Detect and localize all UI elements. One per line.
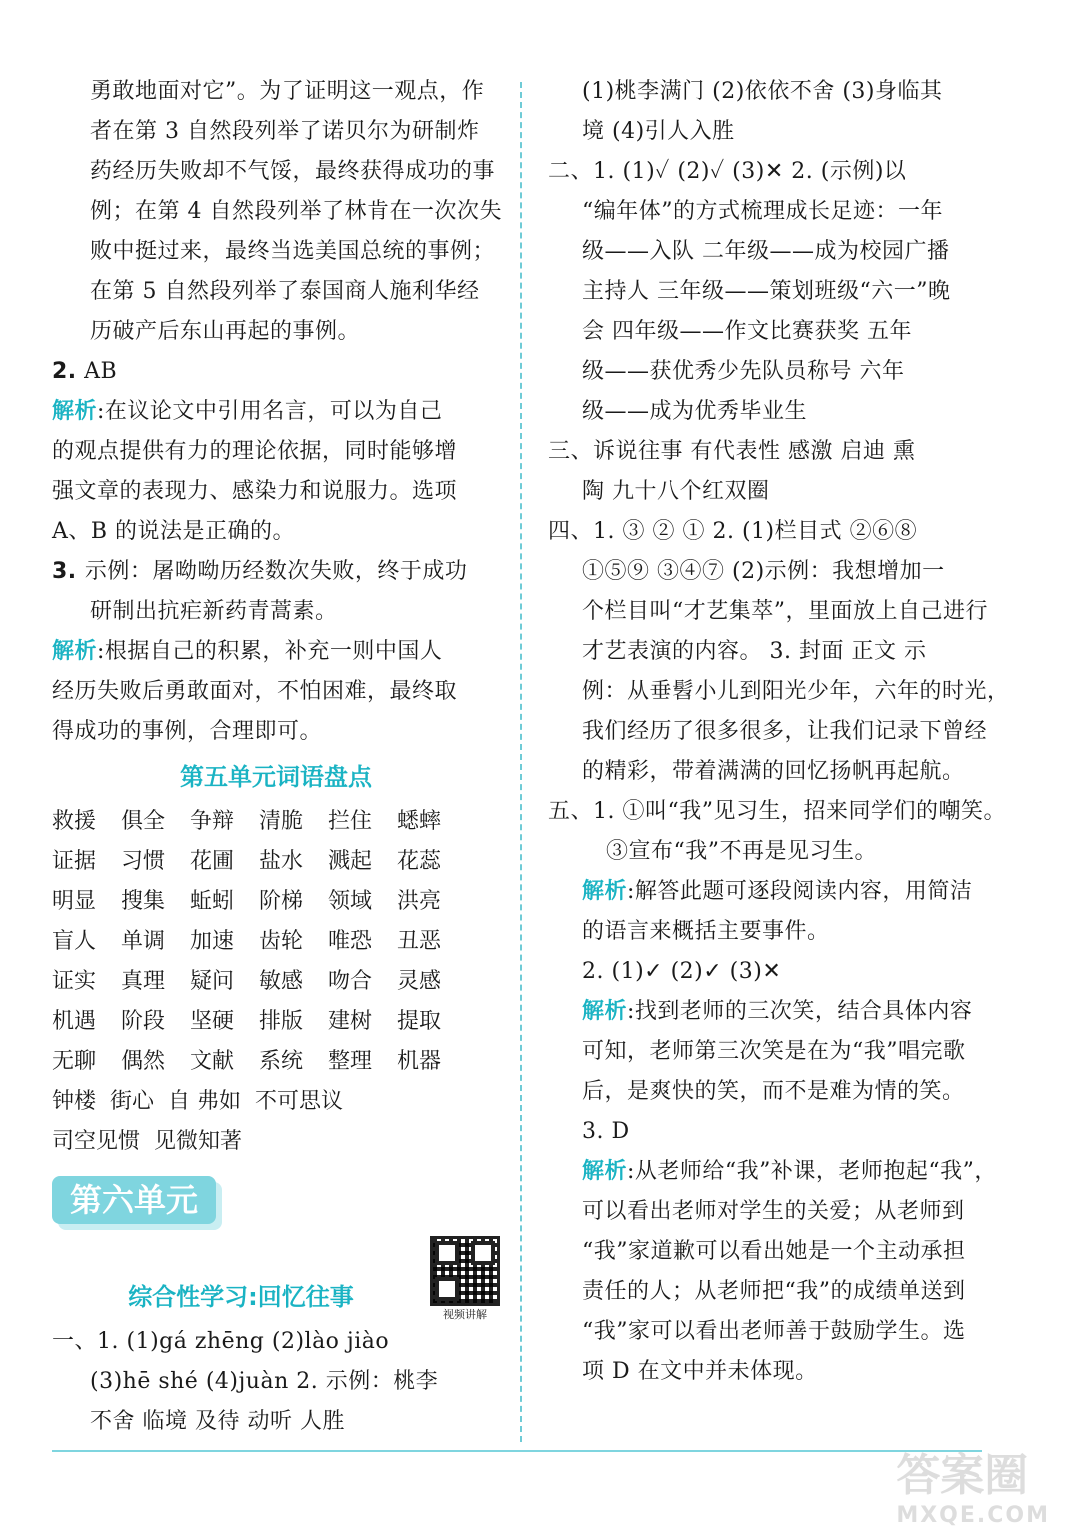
vocab-word: 系统 <box>259 1049 304 1074</box>
q3-number: 3. <box>52 559 85 584</box>
q3-answer <box>52 552 500 632</box>
vocab-word: 疑问 <box>190 969 235 994</box>
answer-line: 陶 九十八个红双圈 <box>582 479 770 504</box>
vocab-word: 唯恐 <box>328 929 373 954</box>
analysis-text: :根据自己的积累，补充一则中国人 <box>97 639 443 664</box>
vocab-word: 明显 <box>52 889 97 914</box>
q3-text: 示例：屠呦呦历经数次失败，终于成功 <box>84 559 468 584</box>
analysis-line <box>52 632 500 672</box>
vocab-word: 丑恶 <box>397 929 442 954</box>
analysis-text: 后，是爽快的笑，而不是难为情的笑。 <box>582 1079 965 1104</box>
vocab-word: 提取 <box>397 1009 442 1034</box>
text-line: 者在第 3 自然段列举了诺贝尔为研制炸 <box>90 119 480 144</box>
answer-line: 四、1. ③ ② ① 2. (1)栏目式 ②⑥⑧ <box>548 519 918 544</box>
vocab-word: 钟楼 <box>52 1089 97 1114</box>
vocab-word: 习惯 <box>121 849 166 874</box>
analysis-line <box>548 872 1000 912</box>
qr-code-icon[interactable] <box>430 1236 500 1306</box>
answer-line: 五、1. ①叫“我”见习生，招来同学们的嘲笑。 <box>548 799 1006 824</box>
answer-line: ③宣布“我”不再是见习生。 <box>606 839 877 864</box>
text-line: 败中挺过来，最终当选美国总统的事例； <box>90 239 496 264</box>
analysis-label: 解析 <box>582 1159 628 1184</box>
text-line: 历破产后东山再起的事例。 <box>90 319 361 344</box>
analysis-line <box>548 992 1000 1032</box>
analysis-text: 责任的人；从老师把“我”的成绩单送到 <box>582 1279 966 1304</box>
q5-2-answer: 2. (1)✓ (2)✓ (3)✕ <box>582 959 782 984</box>
vocab-word: 不可思议 <box>255 1089 344 1114</box>
vocab-word: 拦住 <box>328 809 373 834</box>
answer-line: (1)桃李满门 (2)依依不舍 (3)身临其 <box>582 79 943 104</box>
analysis-line <box>52 392 500 432</box>
text-line: 药经历失败却不气馁，最终获得成功的事 <box>90 159 496 184</box>
vocab-word: 见微知著 <box>154 1129 243 1154</box>
vocab-word: 坚硬 <box>190 1009 235 1034</box>
vocab-word: 排版 <box>259 1009 304 1034</box>
analysis-text: :找到老师的三次笑，结合具体内容 <box>627 999 973 1024</box>
analysis-text: 经历失败后勇敢面对，不怕困难，最终取 <box>52 679 458 704</box>
answer-line: 的精彩，带着满满的回忆扬帆再起航。 <box>582 759 965 784</box>
vocab-word: 阶梯 <box>259 889 304 914</box>
analysis-line <box>548 1312 1000 1352</box>
answers-block <box>548 72 1010 872</box>
vocab-word: 盐水 <box>259 849 304 874</box>
vocab-word: 建树 <box>328 1009 373 1034</box>
vocab-title: 第五单元词语盘点 <box>180 763 372 791</box>
analysis-text: 项 D 在文中并未体现。 <box>582 1359 818 1384</box>
text-line: 勇敢地面对它”。为了证明这一观点，作 <box>90 79 485 104</box>
vocab-word: 灵感 <box>397 969 442 994</box>
analysis-label: 解析 <box>52 399 98 424</box>
vocab-word: 整理 <box>328 1049 373 1074</box>
vocab-word: 俱全 <box>121 809 166 834</box>
analysis-line <box>52 432 500 472</box>
analysis-text: A、B 的说法是正确的。 <box>52 519 296 544</box>
answer-line: 我们经历了很多很多，让我们记录下曾经 <box>582 719 988 744</box>
vocab-word: 蟋蟀 <box>397 809 442 834</box>
answer-line: 二、1. (1)✓ (2)✓ (3)✕ 2. (示例)以 <box>548 159 907 184</box>
answer-line: 才艺表演的内容。 3. 封面 正文 示 <box>582 639 927 664</box>
vocab-word: 无聊 <box>52 1049 97 1074</box>
analysis-text: :在议论文中引用名言，可以为自己 <box>97 399 443 424</box>
section1-answers <box>52 1322 500 1442</box>
q3-text: 研制出抗疟新药青蒿素。 <box>90 599 338 624</box>
analysis-line <box>548 1072 1000 1112</box>
vocab-word: 盲人 <box>52 929 97 954</box>
analysis-text: 可以看出老师对学生的关爱；从老师到 <box>582 1199 965 1224</box>
analysis-line <box>52 672 500 712</box>
answer-line: 会 四年级——作文比赛获奖 五年 <box>582 319 912 344</box>
analysis-line <box>548 912 1000 952</box>
answer-line: “编年体”的方式梳理成长足迹：一年 <box>582 199 943 224</box>
vocab-word: 吻合 <box>328 969 373 994</box>
right-column <box>548 72 1010 1392</box>
analysis-line <box>548 1272 1000 1312</box>
vocab-word: 花圃 <box>190 849 235 874</box>
column-divider <box>520 82 522 1442</box>
answer-line: 境 (4)引人入胜 <box>582 119 735 144</box>
analysis-label: 解析 <box>582 999 628 1024</box>
vocab-word: 清脆 <box>259 809 304 834</box>
q3-line <box>52 592 500 632</box>
analysis-text: :从老师给“我”补课，老师抱起“我”， <box>627 1159 997 1184</box>
analysis-text: 强文章的表现力、感染力和说服力。选项 <box>52 479 458 504</box>
answer-line: 主持人 三年级——策划班级“六一”晚 <box>582 279 951 304</box>
vocab-word: 齿轮 <box>259 929 304 954</box>
answer-line: 三、诉说往事 有代表性 感激 启迪 熏 <box>548 439 916 464</box>
analysis-text: “我”家道歉可以看出她是一个主动承担 <box>582 1239 966 1264</box>
vocab-word: 领域 <box>328 889 373 914</box>
vocab-word: 敏感 <box>259 969 304 994</box>
q5-2-analysis <box>548 992 1000 1112</box>
watermark-url: MXQE.COM <box>896 1503 1050 1528</box>
vocab-word: 偶然 <box>121 1049 166 1074</box>
q3-analysis <box>52 632 500 752</box>
q5-3-analysis <box>548 1152 1000 1392</box>
vocab-word: 蚯蚓 <box>190 889 235 914</box>
q2-analysis <box>52 392 500 552</box>
vocab-grid <box>52 802 500 1082</box>
vocab-row <box>52 1082 500 1122</box>
intro-paragraph <box>52 72 500 352</box>
section-header <box>52 1236 500 1322</box>
vocab-word: 花蕊 <box>397 849 442 874</box>
vocab-word: 机遇 <box>52 1009 97 1034</box>
answer-line: 个栏目叫“才艺集萃”，里面放上自己进行 <box>582 599 988 624</box>
analysis-text: :解答此题可逐段阅读内容，用简洁 <box>627 879 973 904</box>
watermark <box>896 1439 1050 1528</box>
vocab-word: 机器 <box>397 1049 442 1074</box>
analysis-line <box>52 472 500 512</box>
vocab-word: 文献 <box>190 1049 235 1074</box>
section1-line: (3)hē shé (4)juàn 2. 示例：桃李 <box>90 1369 439 1394</box>
analysis-text: 得成功的事例，合理即可。 <box>52 719 323 744</box>
analysis-line <box>52 512 500 552</box>
answer-line: 例：从垂髫小儿到阳光少年，六年的时光， <box>582 679 1010 704</box>
analysis-text: 的语言来概括主要事件。 <box>582 919 830 944</box>
answer-line: 级——获优秀少先队员称号 六年 <box>582 359 905 384</box>
analysis-line <box>548 1152 1000 1192</box>
vocab-word: 争辩 <box>190 809 235 834</box>
vocab-word: 单调 <box>121 929 166 954</box>
vocab-word: 证实 <box>52 969 97 994</box>
section1-line: 一、1. (1)gá zhēng (2)lào jiào <box>52 1329 390 1354</box>
section-title: 综合性学习:回忆往事 <box>128 1283 354 1311</box>
analysis-text: 的观点提供有力的理论依据，同时能够增 <box>52 439 458 464</box>
vocab-word: 救援 <box>52 809 97 834</box>
vocab-word: 洪亮 <box>397 889 442 914</box>
analysis-text: 可知，老师第三次笑是在为“我”唱完歌 <box>582 1039 966 1064</box>
analysis-line <box>548 1232 1000 1272</box>
analysis-text: “我”家可以看出老师善于鼓励学生。选 <box>582 1319 966 1344</box>
q3-line <box>52 552 500 592</box>
q2-answer <box>52 352 500 392</box>
section1-line: 不舍 临境 及待 动听 人胜 <box>90 1409 345 1434</box>
analysis-line <box>548 1192 1000 1232</box>
answer-line: 级——入队 二年级——成为校园广播 <box>582 239 950 264</box>
vocab-word: 证据 <box>52 849 97 874</box>
vocab-word: 溅起 <box>328 849 373 874</box>
watermark-text: 答案圈 <box>896 1450 1029 1501</box>
vocab-word: 加速 <box>190 929 235 954</box>
qr-block[interactable] <box>430 1236 500 1322</box>
analysis-label: 解析 <box>582 879 628 904</box>
vocab-word: 司空见惯 <box>52 1129 141 1154</box>
analysis-label: 解析 <box>52 639 98 664</box>
unit-badge: 第六单元 <box>52 1176 216 1224</box>
analysis-line <box>548 1352 1000 1392</box>
q5-3-answer: 3. D <box>582 1119 630 1144</box>
text-line: 在第 5 自然段列举了泰国商人施利华经 <box>90 279 480 304</box>
answer-line: 级——成为优秀毕业生 <box>582 399 808 424</box>
q5-1-analysis <box>548 872 1000 952</box>
q2-number: 2. <box>52 359 77 384</box>
left-column <box>52 72 500 1442</box>
text-line: 例；在第 4 自然段列举了林肯在一次次失 <box>90 199 502 224</box>
vocab-word: 真理 <box>121 969 166 994</box>
vocab-word: 街心 <box>110 1089 155 1114</box>
vocab-word: 自 弗如 <box>168 1089 242 1114</box>
analysis-line <box>52 712 500 752</box>
vocab-word: 搜集 <box>121 889 166 914</box>
q2-answer-text: AB <box>84 359 118 384</box>
qr-caption: 视频讲解 <box>443 1308 487 1321</box>
vocab-word: 阶段 <box>121 1009 166 1034</box>
bottom-rule <box>52 1450 982 1452</box>
answer-line: ①⑤⑨ ③④⑦ (2)示例：我想增加一 <box>582 559 945 584</box>
analysis-line <box>548 1032 1000 1072</box>
vocab-row <box>52 1122 500 1162</box>
